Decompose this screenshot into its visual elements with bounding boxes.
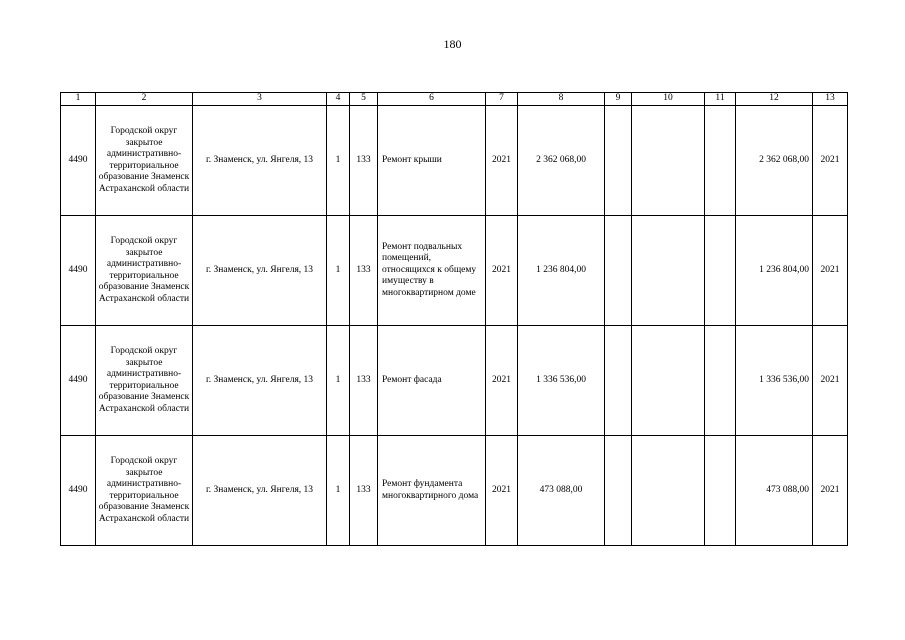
- header-cell: 7: [486, 93, 518, 106]
- cost-cell: 2 362 068,00: [518, 106, 605, 216]
- header-row: [61, 93, 848, 106]
- table-row: [61, 216, 848, 326]
- col11-cell: [705, 106, 736, 216]
- header-cell: 6: [378, 93, 486, 106]
- col9-cell: [605, 436, 632, 546]
- work-type-cell: Ремонт фасада: [378, 326, 486, 436]
- col9-cell: [605, 216, 632, 326]
- year-cell: 2021: [486, 216, 518, 326]
- header-cell: 3: [193, 93, 327, 106]
- header-cell: 8: [518, 93, 605, 106]
- col5-cell: 133: [350, 216, 378, 326]
- header-cell: 11: [705, 93, 736, 106]
- work-type-cell: Ремонт подвальных помещений, относящихся к общему имуществу в многоквартирном доме: [378, 216, 486, 326]
- col11-cell: [705, 216, 736, 326]
- header-cell: 4: [327, 93, 350, 106]
- col4-cell: 1: [327, 326, 350, 436]
- repair-schedule-table: [60, 92, 848, 546]
- page-number: 180: [443, 37, 462, 51]
- municipality-cell: Городской округ закрытое административно-территориальное образование Знаменск Астраханской области: [96, 106, 193, 216]
- col9-cell: [605, 106, 632, 216]
- address-cell: г. Знаменск, ул. Янгеля, 13: [193, 436, 327, 546]
- year-cell: 2021: [486, 436, 518, 546]
- row-id-cell: 4490: [61, 216, 96, 326]
- col10-cell: [632, 216, 705, 326]
- col4-cell: 1: [327, 216, 350, 326]
- total-cost-cell: 1 336 536,00: [736, 326, 813, 436]
- table-row: [61, 436, 848, 546]
- table-row: [61, 106, 848, 216]
- header-cell: 12: [736, 93, 813, 106]
- year-cell: 2021: [486, 106, 518, 216]
- table-row: [61, 326, 848, 436]
- completion-year-cell: 2021: [813, 436, 848, 546]
- work-type-cell: Ремонт фундамента многоквартирного дома: [378, 436, 486, 546]
- row-id-cell: 4490: [61, 106, 96, 216]
- header-cell: 10: [632, 93, 705, 106]
- col11-cell: [705, 436, 736, 546]
- municipality-cell: Городской округ закрытое административно-территориальное образование Знаменск Астраханской области: [96, 326, 193, 436]
- col10-cell: [632, 436, 705, 546]
- header-cell: 13: [813, 93, 848, 106]
- col9-cell: [605, 326, 632, 436]
- completion-year-cell: 2021: [813, 216, 848, 326]
- col5-cell: 133: [350, 436, 378, 546]
- completion-year-cell: 2021: [813, 106, 848, 216]
- address-cell: г. Знаменск, ул. Янгеля, 13: [193, 216, 327, 326]
- col10-cell: [632, 106, 705, 216]
- cost-cell: 1 236 804,00: [518, 216, 605, 326]
- year-cell: 2021: [486, 326, 518, 436]
- work-type-cell: Ремонт крыши: [378, 106, 486, 216]
- total-cost-cell: 473 088,00: [736, 436, 813, 546]
- col11-cell: [705, 326, 736, 436]
- municipality-cell: Городской округ закрытое административно-территориальное образование Знаменск Астраханской области: [96, 436, 193, 546]
- header-cell: 5: [350, 93, 378, 106]
- completion-year-cell: 2021: [813, 326, 848, 436]
- col4-cell: 1: [327, 436, 350, 546]
- total-cost-cell: 1 236 804,00: [736, 216, 813, 326]
- col10-cell: [632, 326, 705, 436]
- cost-cell: 473 088,00: [518, 436, 605, 546]
- row-id-cell: 4490: [61, 326, 96, 436]
- header-cell: 2: [96, 93, 193, 106]
- col5-cell: 133: [350, 106, 378, 216]
- cost-cell: 1 336 536,00: [518, 326, 605, 436]
- total-cost-cell: 2 362 068,00: [736, 106, 813, 216]
- header-cell: 9: [605, 93, 632, 106]
- address-cell: г. Знаменск, ул. Янгеля, 13: [193, 326, 327, 436]
- row-id-cell: 4490: [61, 436, 96, 546]
- header-cell: 1: [61, 93, 96, 106]
- municipality-cell: Городской округ закрытое административно-территориальное образование Знаменск Астраханской области: [96, 216, 193, 326]
- address-cell: г. Знаменск, ул. Янгеля, 13: [193, 106, 327, 216]
- col4-cell: 1: [327, 106, 350, 216]
- col5-cell: 133: [350, 326, 378, 436]
